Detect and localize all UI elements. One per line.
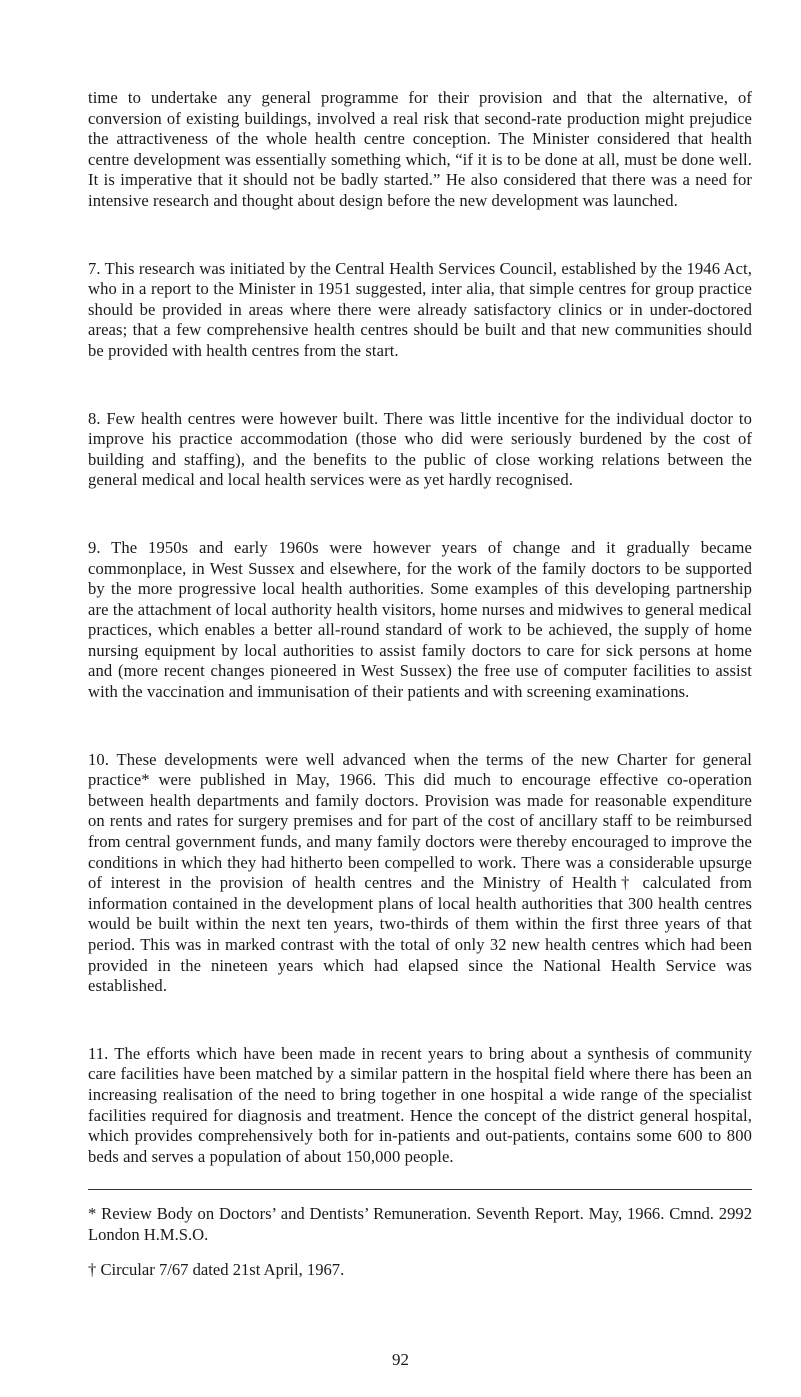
- paragraph-11: 11. The efforts which have been made in recent years to bring about a synthesis of community care facilities have been matched by a similar pattern in the hospital field where there has been an increasing realisation of the need to bring together in one hospital a wide range of the specialist facilities required for diagnosis and treatment. Hence the concept of the district general hospital, which provides comprehensively both for in-patients and out-patients, contains some 600 to 800 beds and serves a population of about 150,000 people.: [88, 1043, 752, 1166]
- document-page: [88, 88, 752, 1280]
- paragraph-intro: time to undertake any general programme for their provision and that the alternative, of conversion of existing buildings, involved a real risk that second-rate production might prejudice the attractiveness of the whole health centre conception. The Minister considered that health centre development was essentially something which, “if it is to be done at all, must be done well. It is imperative that it should not be badly started.” He also considered that there was a need for intensive research and thought about design before the new development was launched.: [88, 88, 752, 210]
- footnote-divider: [88, 1189, 752, 1190]
- footnote-star: * Review Body on Doctors’ and Dentists’ Remuneration. Seventh Report. May, 1966. Cmnd. 2992 London H.M.S.O.: [88, 1204, 752, 1244]
- paragraph-8: 8. Few health centres were however built. There was little incentive for the individual doctor to improve his practice accommodation (those who did were seriously burdened by the cost of building and staffing), and the benefits to the public of close working relations between the general medical and local health services were as yet hardly recognised.: [88, 408, 752, 490]
- paragraph-7: 7. This research was initiated by the Central Health Services Council, established by the 1946 Act, who in a report to the Minister in 1951 suggested, inter alia, that simple centres for group practice should be provided in areas where there were already satisfactory clinics or in under-doctored areas; that a few comprehensive health centres should be built and that new communities should be provided with health centres from the start.: [88, 258, 752, 360]
- page-number: 92: [392, 1350, 409, 1369]
- paragraph-9: 9. The 1950s and early 1960s were however years of change and it gradually became commonplace, in West Sussex and elsewhere, for the work of the family doctors to be supported by the more progressive local health authorities. Some examples of this developing partnership are the attachment of local authority health visitors, home nurses and midwives to general medical practices, which enables a better all-round standard of work to be achieved, the supply of home nursing equipment by local authorities to assist family doctors to care for sick persons at home and (more recent changes pioneered in West Sussex) the free use of computer facilities to assist with the vaccination and immunisation of their patients and with screening examinations.: [88, 537, 752, 702]
- paragraph-10: 10. These developments were well advanced when the terms of the new Charter for general practice* were published in May, 1966. This did much to encourage effective co-operation between health departments and family doctors. Provision was made for reasonable expenditure on rents and rates for surgery premises and for part of the cost of ancillary staff to be reimbursed from central government funds, and many family doctors were thereby encouraged to improve the conditions in which they had hitherto been compelled to work. There was a considerable upsurge of interest in the provision of health centres and the Ministry of Health† calculated from information contained in the development plans of local health authorities that 300 health centres would be built within the next ten years, two-thirds of them within the first three years of that period. This was in marked contrast with the total of only 32 new health centres which had been provided in the nineteen years which had elapsed since the National Health Service was established.: [88, 749, 752, 996]
- footnote-dagger: † Circular 7/67 dated 21st April, 1967.: [88, 1259, 345, 1279]
